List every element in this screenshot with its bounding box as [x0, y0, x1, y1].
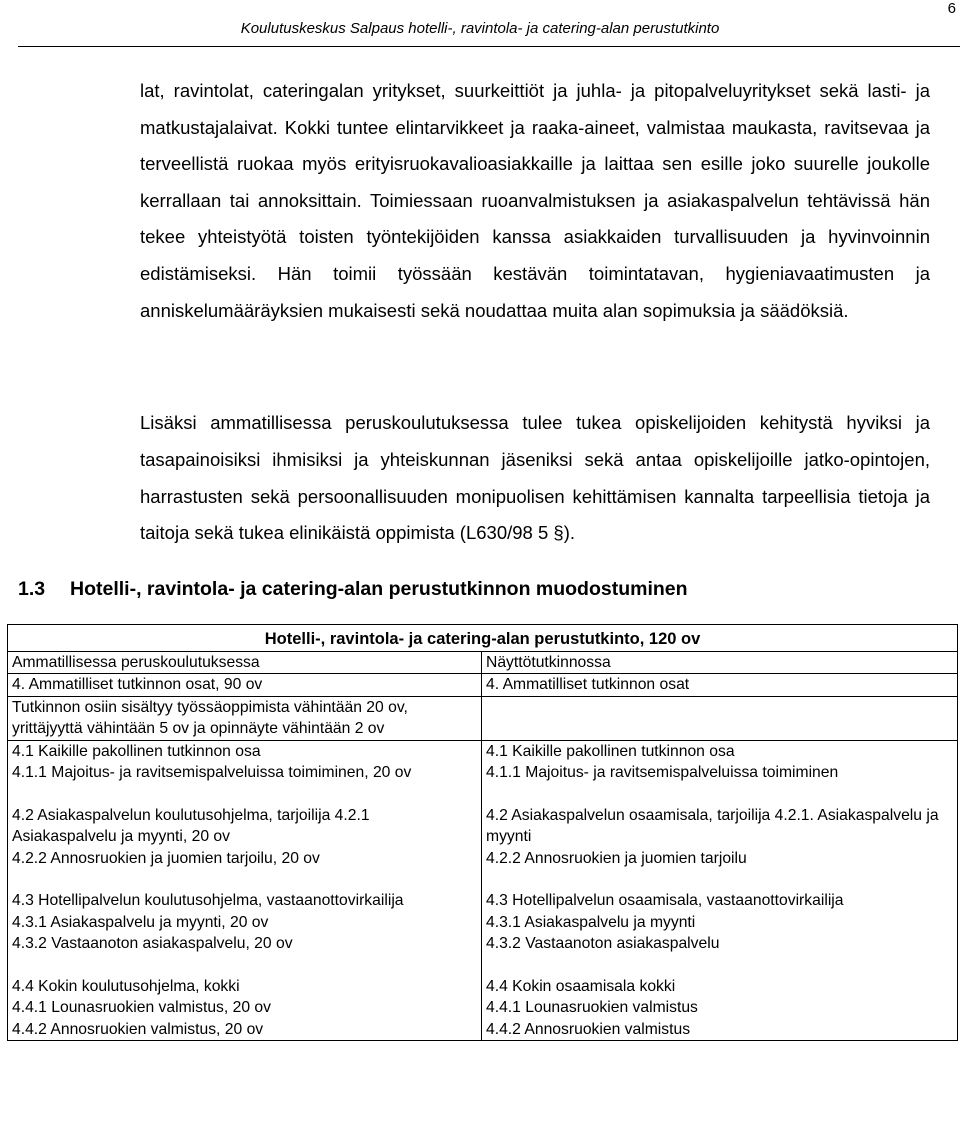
module-4-2-left [8, 805, 482, 891]
units-right: 4. Ammatilliset tutkinnon osat [482, 674, 958, 697]
module-4-2-left-title: 4.2 Asiakaspalvelun koulutusohjelma, tarjoilija 4.2.1 Asiakaspalvelu ja myynti, 20 ov [12, 806, 370, 845]
column-header-competence-test: Näyttötutkinnossa [482, 651, 958, 674]
module-4-1-right-title: 4.1 Kaikille pakollinen tutkinnon osa [486, 742, 735, 760]
module-4-2-left-item: 4.2.2 Annosruokien ja juomien tarjoilu, 20 ov [12, 849, 320, 867]
module-4-2-right [482, 805, 958, 891]
running-header: Koulutuskeskus Salpaus hotelli-, ravintola- ja catering-alan perustutkinto [240, 20, 720, 37]
module-4-4-right [482, 976, 958, 1041]
page-number: 6 [947, 0, 956, 17]
module-4-3-right-item-1: 4.3.1 Asiakaspalvelu ja myynti [486, 913, 696, 931]
section-title: Hotelli-, ravintola- ja catering-alan perustutkinnon muodostuminen [70, 578, 688, 600]
module-4-3-left [8, 890, 482, 976]
table-row-module-4-2 [8, 805, 958, 891]
module-4-4-right-title: 4.4 Kokin osaamisala kokki [486, 977, 676, 995]
module-4-1-right [482, 740, 958, 805]
module-4-4-left-title: 4.4 Kokin koulutusohjelma, kokki [12, 977, 240, 995]
note-right [482, 696, 958, 740]
table-row-units [8, 674, 958, 697]
table-row-note [8, 696, 958, 740]
module-4-4-left-item-2: 4.4.2 Annosruokien valmistus, 20 ov [12, 1020, 264, 1038]
qualification-structure-table [7, 624, 958, 1041]
module-4-3-left-item-1: 4.3.1 Asiakaspalvelu ja myynti, 20 ov [12, 913, 269, 931]
table-title: Hotelli-, ravintola- ja catering-alan perustutkinto, 120 ov [8, 625, 958, 652]
table-row-module-4-3 [8, 890, 958, 976]
module-4-3-left-title: 4.3 Hotellipalvelun koulutusohjelma, vastaanottovirkailija [12, 892, 404, 909]
header-rule [18, 46, 960, 47]
module-4-4-right-item-2: 4.4.2 Annosruokien valmistus [486, 1020, 691, 1038]
column-header-vocational: Ammatillisessa peruskoulutuksessa [8, 651, 482, 674]
module-4-4-right-item-1: 4.4.1 Lounasruokien valmistus [486, 999, 698, 1016]
module-4-3-right [482, 890, 958, 976]
module-4-4-left [8, 976, 482, 1041]
module-4-1-left-item: 4.1.1 Majoitus- ja ravitsemispalveluissa toimiminen, 20 ov [12, 764, 412, 781]
table-row-module-4-4 [8, 976, 958, 1041]
section-heading [18, 578, 688, 601]
module-4-1-left-title: 4.1 Kaikille pakollinen tutkinnon osa [12, 742, 261, 760]
module-4-3-left-item-2: 4.3.2 Vastaanoton asiakaspalvelu, 20 ov [12, 935, 293, 952]
module-4-1-left [8, 740, 482, 805]
module-4-3-right-item-2: 4.3.2 Vastaanoton asiakaspalvelu [486, 935, 720, 952]
module-4-3-right-title: 4.3 Hotellipalvelun osaamisala, vastaanottovirkailija [486, 892, 844, 909]
module-4-4-left-item-1: 4.4.1 Lounasruokien valmistus, 20 ov [12, 999, 271, 1016]
body-paragraph-2: Lisäksi ammatillisessa peruskoulutuksessa tulee tukea opiskelijoiden kehitystä hyviksi ja tasapainoisiksi ihmisiksi ja yhteiskunnan jäseniksi sekä antaa opiskelijoille jatko-opintojen, harrastusten sekä persoonallisuuden monipuolisen kehittämisen kannalta tarpeellisia tietoja ja taitoja sekä tukea elinikäistä oppimista (L630/98 5 §). [140, 412, 930, 544]
section-number: 1.3 [18, 578, 46, 600]
units-left: 4. Ammatilliset tutkinnon osat, 90 ov [8, 674, 482, 697]
module-4-2-right-item: 4.2.2 Annosruokien ja juomien tarjoilu [486, 849, 747, 867]
body-paragraph-1: lat, ravintolat, cateringalan yritykset, suurkeittiöt ja juhla- ja pitopalveluyritykset sekä lasti- ja matkustajalaivat. Kokki tuntee elintarvikkeet ja raaka-aineet, valmistaa maukasta, ravitsevaa ja terveellistä ruokaa myös erityisruokavalioasiakkaille ja laittaa sen esille joko suurelle joukolle kerrallaan tai annoksittain. Toimiessaan ruoanvalmistuksen ja asiakaspalvelun tehtävissä hän tekee yhteistyötä toisten työntekijöiden kanssa asiakkaiden turvallisuuden ja hyvinvoinnin edistämiseksi. Hän toimii työssään kestävän toimintatavan, hygieniavaatimusten ja anniskelumääräyksien mukaisesti sekä noudattaa muita alan sopimuksia ja säädöksiä. [140, 80, 930, 321]
table-row-module-4-1 [8, 740, 958, 805]
module-4-1-right-item: 4.1.1 Majoitus- ja ravitsemispalveluissa toimiminen [486, 764, 839, 781]
table-header-row [8, 651, 958, 674]
note-left: Tutkinnon osiin sisältyy työssäoppimista vähintään 20 ov, yrittäjyyttä vähintään 5 ov ja opinnäyte vähintään 2 ov [8, 696, 482, 740]
table-title-row [8, 625, 958, 652]
module-4-2-right-title: 4.2 Asiakaspalvelun osaamisala, tarjoilija 4.2.1. Asiakaspalvelu ja myynti [486, 806, 939, 845]
